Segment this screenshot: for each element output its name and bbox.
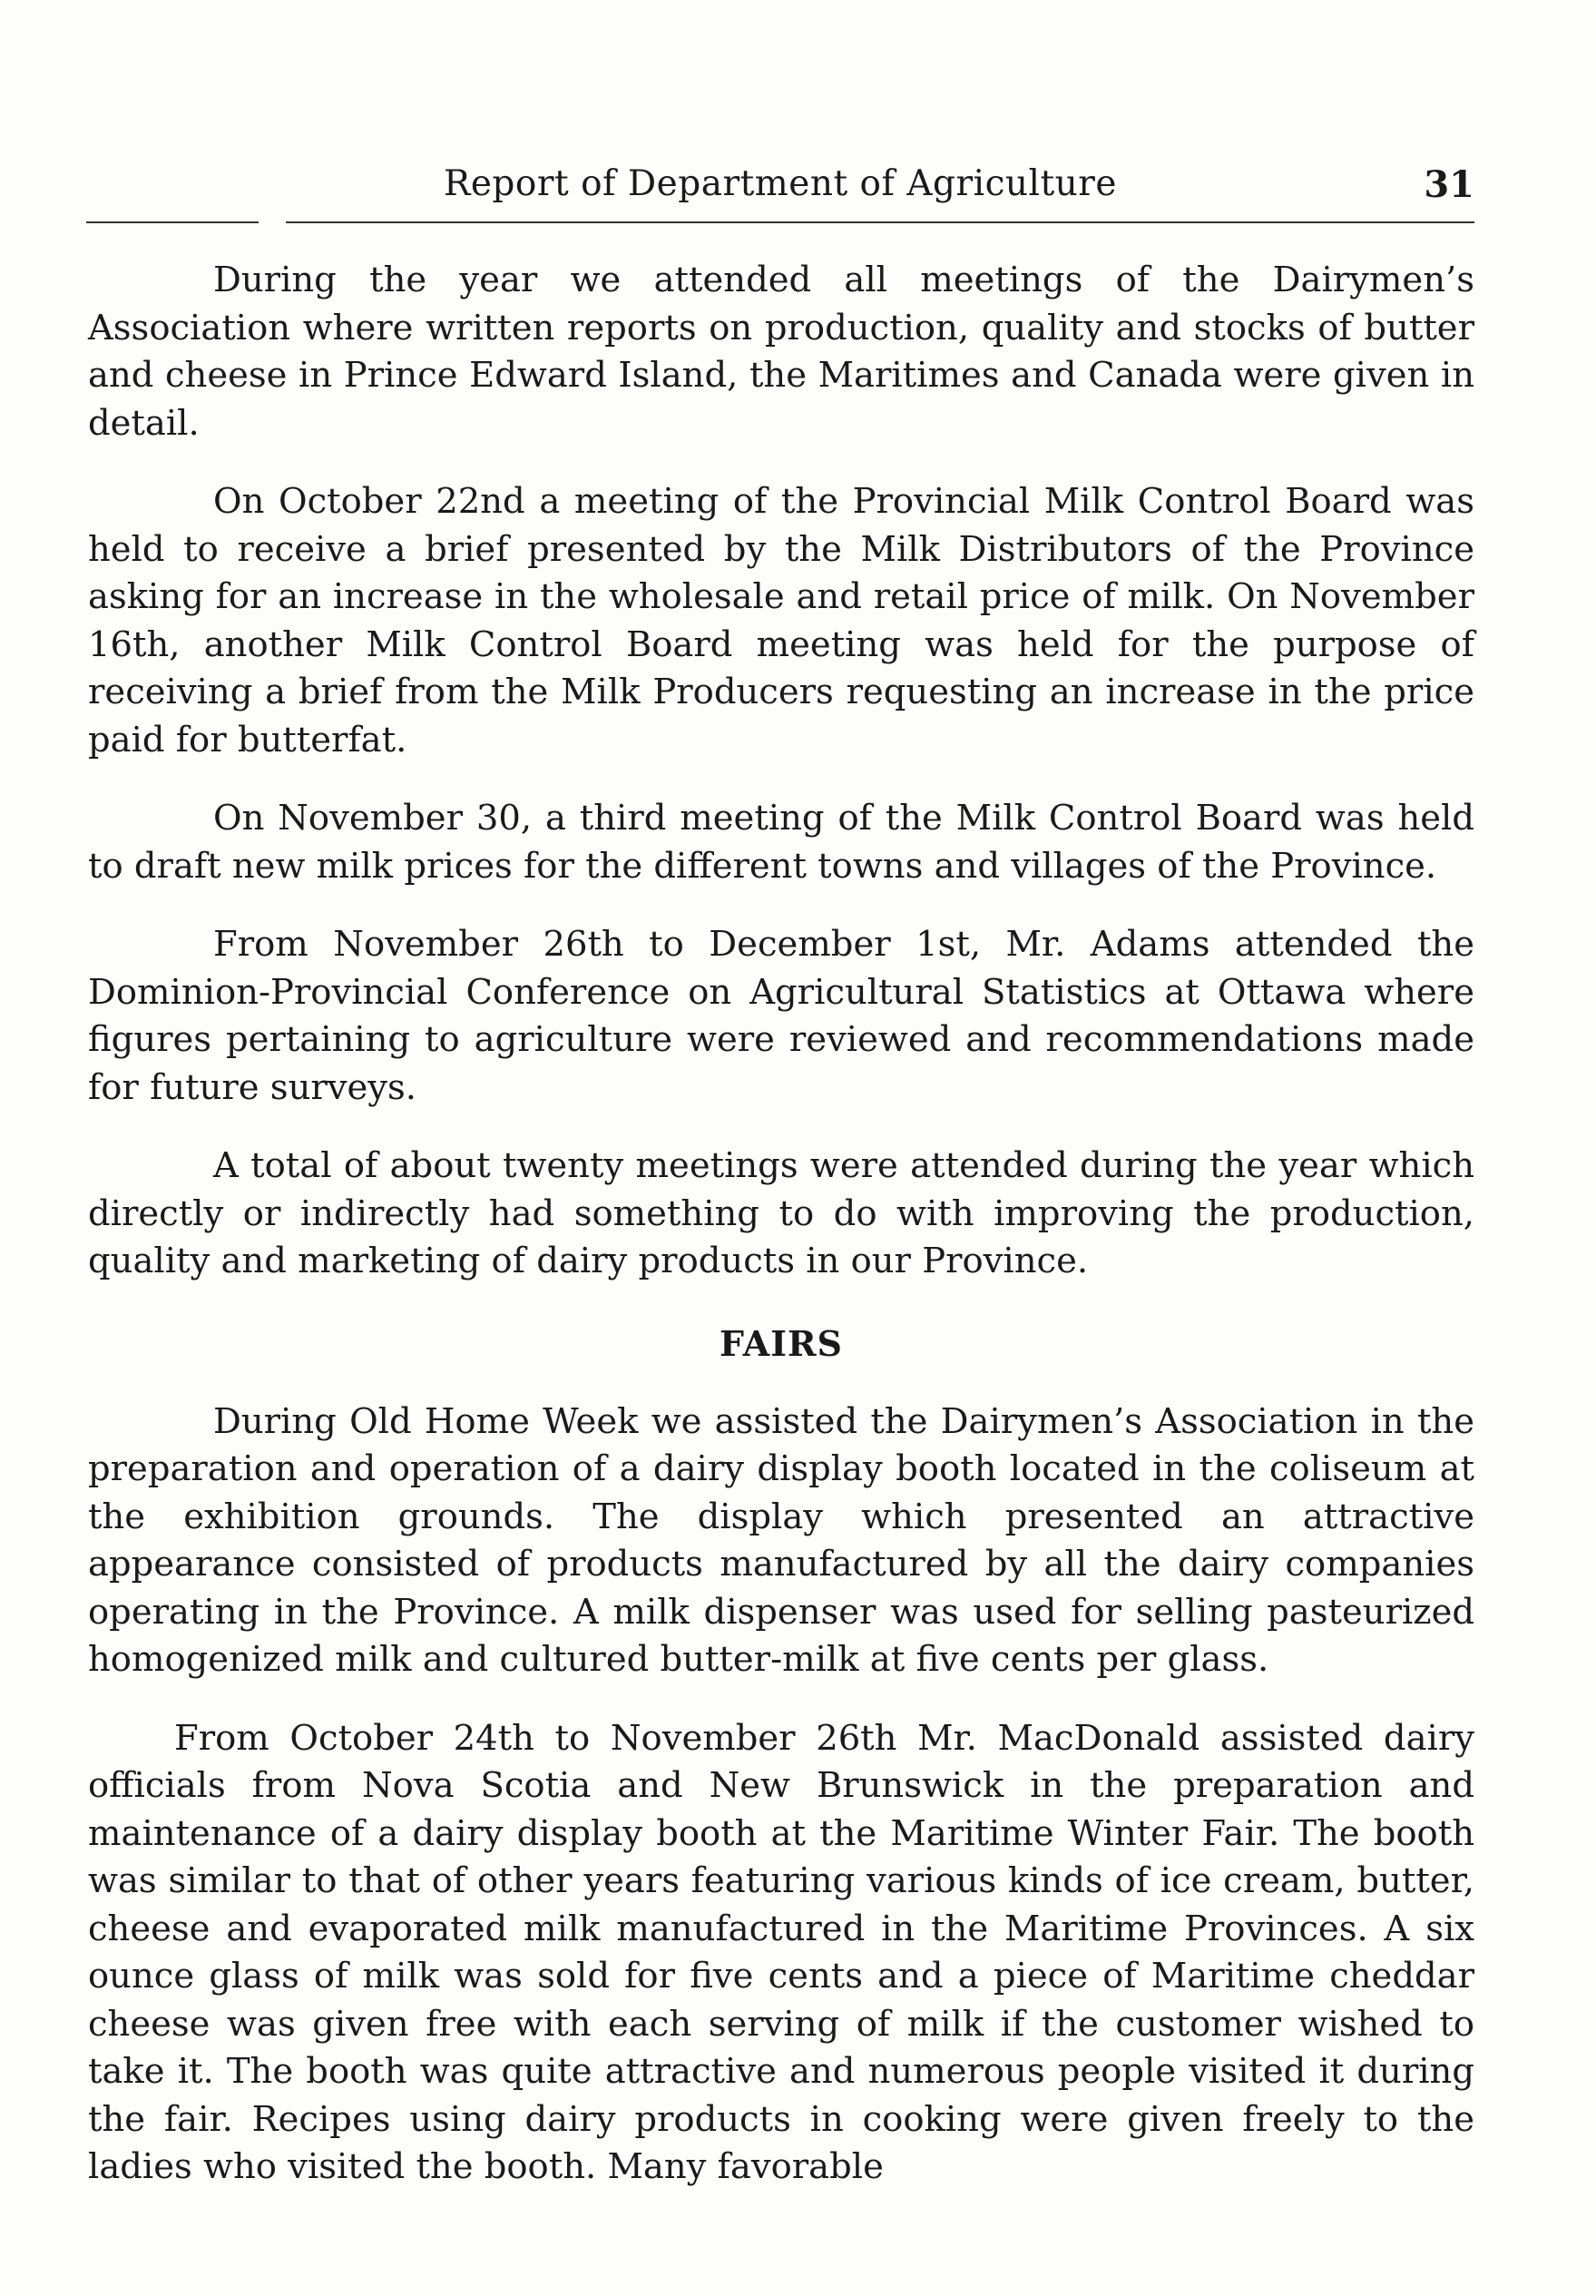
header-title: Report of Department of Agriculture bbox=[443, 163, 1118, 204]
paragraph: A total of about twenty meetings were attended during the year which directly or indirectly had something to do with improving the production, quality and marketing of dairy products in our Province. bbox=[88, 1145, 1474, 1281]
section-heading: FAIRS bbox=[719, 1322, 844, 1364]
paragraph: From November 26th to December 1st, Mr. Adams attended the Dominion-Provincial Conference on Agricultural Statistics at Ottawa where figures pertaining to agriculture were reviewed and recommendations made for future surveys. bbox=[88, 924, 1474, 1108]
paragraph: During Old Home Week we assisted the Dairymen’s Association in the preparation and operation of a dairy display booth located in the coliseum at the exhibition grounds. The display which presented an attractive appearance consisted of products manufactured by all the dairy companies operating in the Province. A milk dispenser was used for selling pasteurized homogenized milk and cultured butter-milk at five cents per glass. bbox=[88, 1400, 1474, 1680]
running-header bbox=[86, 163, 1474, 218]
header-rule-left bbox=[86, 221, 259, 223]
paragraph: On November 30, a third meeting of the Milk Control Board was held to draft new milk prices for the different towns and villages of the Province. bbox=[88, 798, 1474, 887]
paragraph: During the year we attended all meetings of the Dairymen’s Association where written reports on production, quality and stocks of butter and cheese in Prince Edward Island, the Maritimes and Canada were given in detail. bbox=[88, 260, 1474, 444]
paragraph: On October 22nd a meeting of the Provincial Milk Control Board was held to receive a brief presented by the Milk Distributors of the Province asking for an increase in the wholesale and retail price of milk. On November 16th, another Milk Control Board meeting was held for the purpose of receiving a brief from the Milk Producers requesting an increase in the price paid for butterfat. bbox=[88, 481, 1474, 760]
paragraph: From October 24th to November 26th Mr. MacDonald assisted dairy officials from Nova Scotia and New Brunswick in the preparation and maintenance of a dairy display booth at the Maritime Winter Fair. The booth was similar to that of other years featuring various kinds of ice cream, butter, cheese and evaporated milk manufactured in the Maritime Provinces. A six ounce glass of milk was sold for five cents and a piece of Maritime cheddar cheese was given free with each serving of milk if the customer wished to take it. The booth was quite attractive and numerous people visited it during the fair. Recipes using dairy products in cooking were given freely to the ladies who visited the booth. Many favorable bbox=[88, 1717, 1474, 2187]
page-number: 31 bbox=[1424, 163, 1474, 206]
body-text bbox=[88, 257, 1474, 2192]
header-rule-right bbox=[286, 221, 1474, 223]
